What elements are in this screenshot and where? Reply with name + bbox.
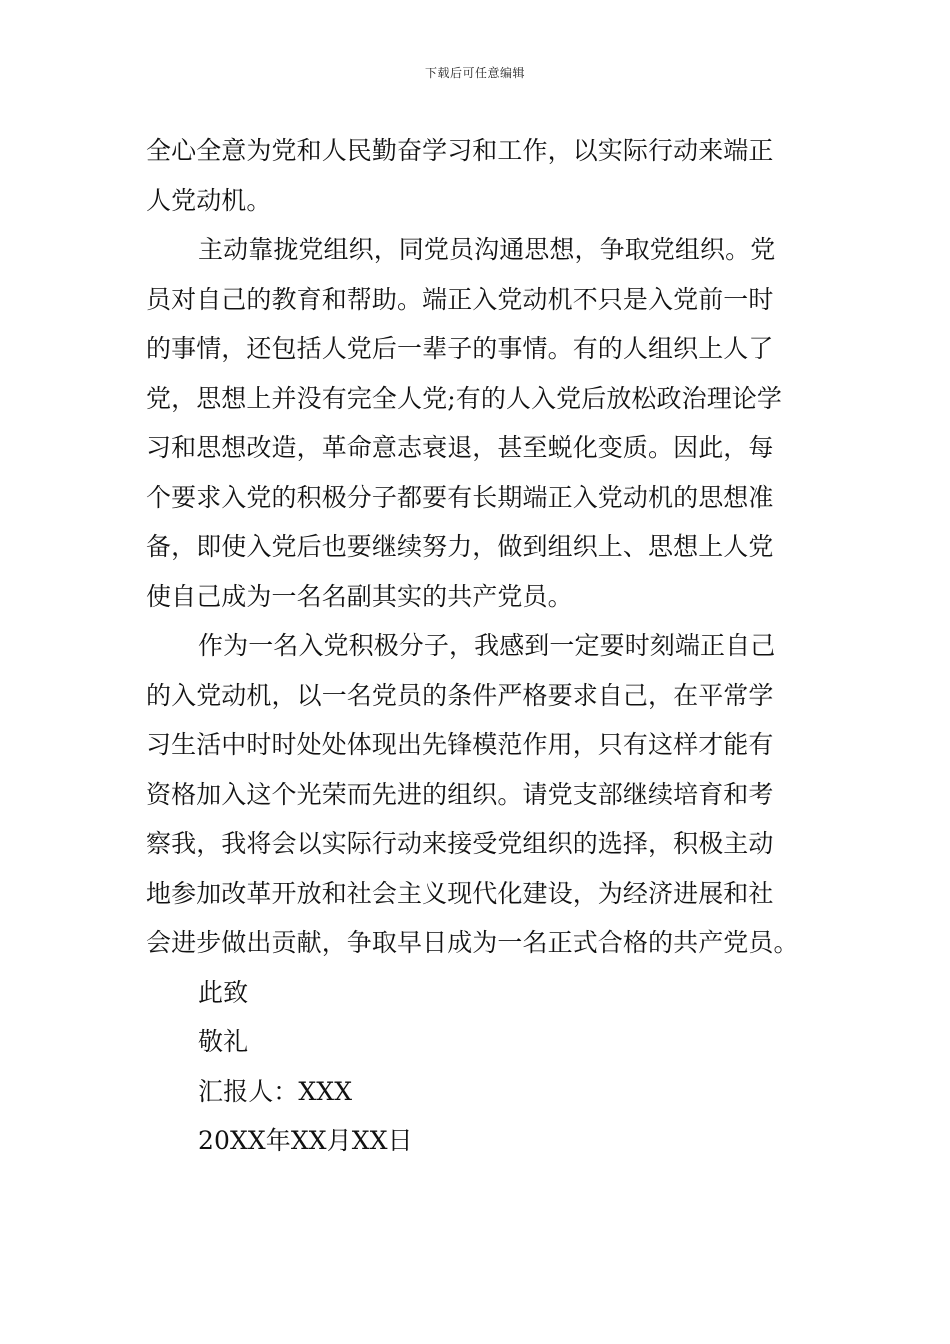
paragraph-3-line-6: 地参加改革开放和社会主义现代化建设，为经济进展和社: [146, 878, 774, 908]
reporter-signature: 汇报人：XXX: [198, 1076, 353, 1106]
paragraph-3-line-7: 会进步做出贡献，争取早日成为一名正式合格的共产党员。: [146, 928, 799, 957]
paragraph-2-line-6: 个要求入党的积极分子都要有长期端正入党动机的思想准: [146, 482, 774, 512]
paragraph-3-line-4: 资格加入这个光荣而先进的组织。请党支部继续培育和考: [146, 779, 774, 809]
paragraph-2-line-8: 使自己成为一名名副其实的共产党员。: [146, 581, 573, 611]
paragraph-3-line-1: 作为一名入党积极分子，我感到一定要时刻端正自己: [198, 631, 776, 660]
header-note: 下载后可任意编辑: [424, 66, 525, 80]
paragraph-2-line-5: 习和思想改造，革命意志衰退，甚至蜕化变质。因此，每: [146, 433, 774, 462]
paragraph-1-line-1: 全心全意为党和人民勤奋学习和工作，以实际行动来端正: [146, 136, 774, 165]
closing-salutation: 此致: [198, 977, 249, 1007]
paragraph-2-line-7: 备，即使入党后也要继续努力，做到组织上、思想上人党: [146, 532, 774, 561]
paragraph-2-line-4: 党，思想上并没有完全人党;有的人入党后放松政治理论学: [146, 383, 783, 413]
paragraph-3-line-2: 的入党动机，以一名党员的条件严格要求自己，在平常学: [146, 680, 774, 710]
paragraph-2-line-1: 主动靠拢党组织，同党员沟通思想，争取党组织。党: [198, 235, 776, 264]
paragraph-2-line-3: 的事情，还包括人党后一辈子的事情。有的人组织上人了: [146, 334, 774, 363]
paragraph-3-line-3: 习生活中时时处处体现出先锋模范作用，只有这样才能有: [146, 730, 774, 759]
paragraph-2-line-2: 员对自己的教育和帮助。端正入党动机不只是入党前一时: [146, 284, 774, 314]
paragraph-3-line-5: 察我，我将会以实际行动来接受党组织的选择，积极主动: [146, 829, 774, 858]
report-date: 20XX年XX月XX日: [198, 1126, 413, 1155]
document-body: [146, 126, 806, 1166]
paragraph-1-line-2: 人党动机。: [146, 185, 272, 215]
closing-respect: 敬礼: [198, 1027, 249, 1056]
